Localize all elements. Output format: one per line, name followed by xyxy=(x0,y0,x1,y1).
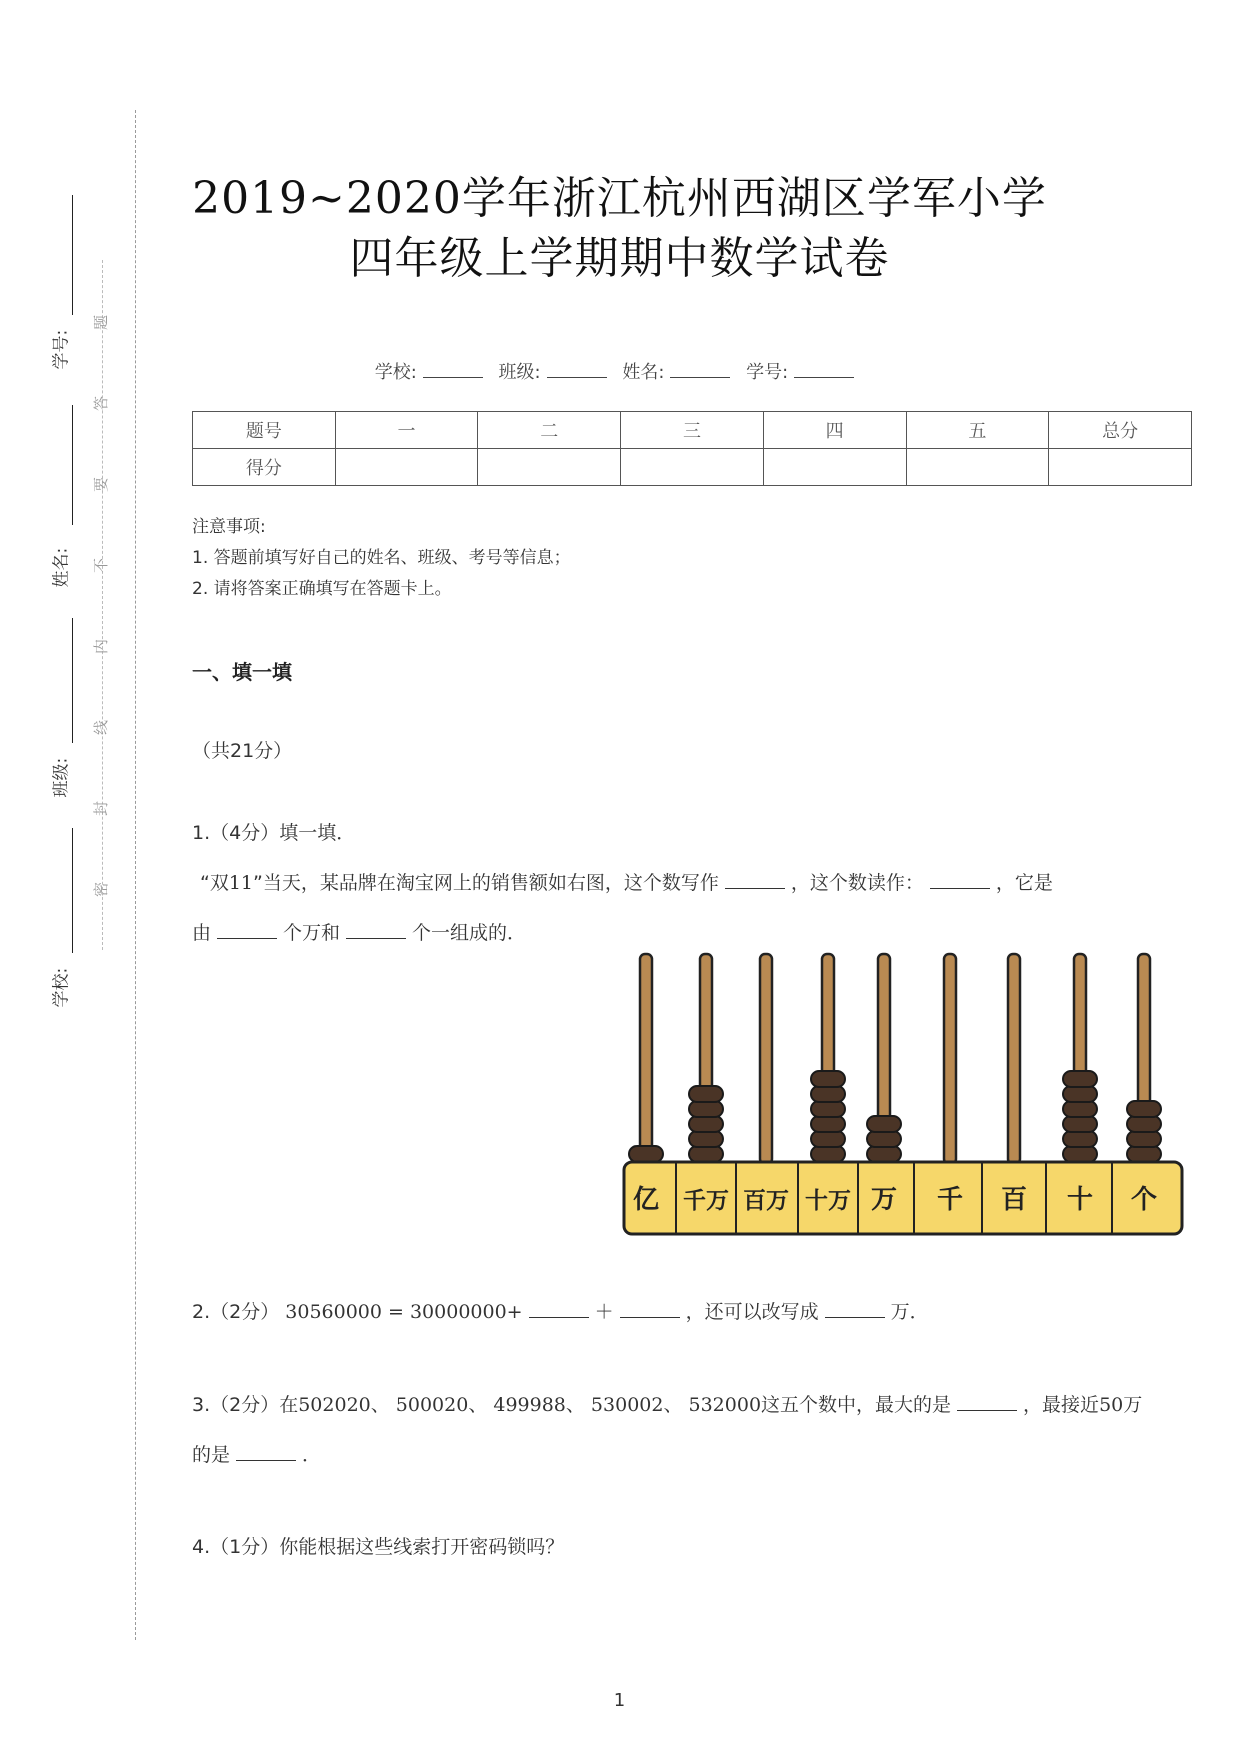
answer-blank[interactable] xyxy=(529,1317,589,1318)
abacus-bead xyxy=(811,1131,845,1147)
name-blank[interactable] xyxy=(670,377,730,378)
notes-item: 1. 答题前填写好自己的姓名、班级、考号等信息； xyxy=(192,548,571,568)
score-cell[interactable] xyxy=(335,449,478,486)
abacus-bead xyxy=(867,1146,901,1162)
score-cell[interactable] xyxy=(906,449,1049,486)
school-write-line xyxy=(72,828,73,953)
abacus-bead xyxy=(811,1116,845,1132)
binding-dashed-line xyxy=(135,110,136,1640)
abacus-bead xyxy=(811,1071,845,1087)
score-cell[interactable] xyxy=(621,449,764,486)
answer-blank[interactable] xyxy=(236,1460,296,1461)
q3-text: ，最接近 xyxy=(1023,1394,1100,1416)
abacus-place-label: 百 xyxy=(1000,1185,1028,1215)
id-blank[interactable] xyxy=(794,377,854,378)
seal-char: 要 xyxy=(92,476,111,493)
abacus-bead xyxy=(867,1116,901,1132)
q3-text: 的是 xyxy=(192,1444,231,1466)
q3-number: 50 xyxy=(1099,1394,1124,1416)
table-header-cell: 一 xyxy=(335,412,478,449)
answer-blank[interactable] xyxy=(825,1317,885,1318)
abacus-bead xyxy=(811,1146,845,1162)
notes-heading: 注意事项: xyxy=(192,517,266,537)
score-table-header-row xyxy=(193,412,1192,449)
abacus-place-label: 个 xyxy=(1130,1185,1158,1215)
page-number: 1 xyxy=(613,1690,626,1711)
name-label: 姓名: xyxy=(622,362,665,383)
abacus-bead xyxy=(811,1101,845,1117)
exam-title-line2: 四年级上学期期中数学试卷 xyxy=(349,233,890,284)
question-3-line1 xyxy=(192,1390,1142,1417)
abacus-bead xyxy=(689,1086,723,1102)
class-label: 班级: xyxy=(498,362,541,383)
q1-text: ”当天，某品牌在淘宝网上的销售额如右图，这个数写作 xyxy=(253,872,719,894)
question-2 xyxy=(192,1297,929,1324)
abacus-bead xyxy=(629,1146,663,1162)
answer-blank[interactable] xyxy=(957,1410,1017,1411)
school-label: 学校: xyxy=(374,362,417,383)
student-info-line xyxy=(0,358,1239,384)
q1-text: “双 xyxy=(200,872,229,894)
q2-plus: ＋ xyxy=(594,1301,614,1323)
class-write-line xyxy=(72,618,73,743)
margin-school-label: 学校: xyxy=(51,967,72,1008)
seal-char: 密 xyxy=(92,881,111,898)
abacus-bead xyxy=(1063,1101,1097,1117)
abacus-bead xyxy=(1127,1116,1161,1132)
abacus-bead xyxy=(689,1116,723,1132)
q1-text: ，它是 xyxy=(995,872,1053,894)
q3-text: 万 xyxy=(1123,1394,1143,1416)
abacus-bead xyxy=(1127,1146,1161,1162)
question-3-line2 xyxy=(192,1440,321,1467)
q3-text: 这五个数中，最大的是 xyxy=(761,1394,952,1416)
abacus-place-label: 万 xyxy=(870,1185,898,1215)
abacus-bead xyxy=(1127,1131,1161,1147)
seal-char: 题 xyxy=(92,314,111,331)
abacus-place-label: 千 xyxy=(936,1185,964,1215)
section-subtitle: （共21分） xyxy=(192,740,293,762)
q3-text: ． xyxy=(302,1444,322,1466)
question-1-head: 1.（4分）填一填． xyxy=(192,822,356,844)
q2-head: 2.（2分） xyxy=(192,1301,280,1323)
score-table-score-row xyxy=(193,449,1192,486)
table-header-cell: 题号 xyxy=(193,412,336,449)
seal-char: 封 xyxy=(92,800,111,817)
table-header-cell: 二 xyxy=(478,412,621,449)
abacus-rod xyxy=(1008,954,1020,1164)
score-cell[interactable] xyxy=(763,449,906,486)
q1-text: 个一组成的． xyxy=(412,922,527,944)
abacus-bead xyxy=(689,1131,723,1147)
margin-id-label: 学号: xyxy=(51,329,72,370)
abacus-bead xyxy=(689,1146,723,1162)
abacus-rod xyxy=(640,954,652,1164)
abacus-rod xyxy=(760,954,772,1164)
section-title: 一、填一填 xyxy=(192,660,292,684)
seal-char: 内 xyxy=(92,638,111,655)
abacus-place-label: 亿 xyxy=(632,1185,660,1215)
abacus-place-label: 千万 xyxy=(683,1188,729,1214)
abacus-bead xyxy=(1063,1146,1097,1162)
question-4: 4.（1分）你能根据这些线索打开密码锁吗？ xyxy=(192,1536,565,1558)
abacus-bead xyxy=(1063,1086,1097,1102)
abacus-bead xyxy=(1063,1131,1097,1147)
answer-blank[interactable] xyxy=(346,938,406,939)
name-write-line xyxy=(72,405,73,525)
seal-char: 答 xyxy=(92,395,111,412)
abacus-bead xyxy=(1127,1101,1161,1117)
margin-class-label: 班级: xyxy=(51,757,72,798)
table-header-cell: 四 xyxy=(763,412,906,449)
answer-blank[interactable] xyxy=(620,1317,680,1318)
exam-title-line1: 2019~2020学年浙江杭州西湖区学军小学 xyxy=(192,173,1047,224)
abacus-rods xyxy=(629,954,1161,1164)
abacus-rod xyxy=(944,954,956,1164)
table-header-cell: 三 xyxy=(621,412,764,449)
answer-blank[interactable] xyxy=(725,888,785,889)
answer-blank[interactable] xyxy=(217,938,277,939)
q1-text: 个万和 xyxy=(283,922,341,944)
q1-number: 11 xyxy=(228,872,254,894)
abacus-bead xyxy=(867,1131,901,1147)
question-1-line2 xyxy=(192,918,526,945)
abacus-bead xyxy=(811,1086,845,1102)
q2-expression: 30560000 = 30000000+ xyxy=(285,1301,523,1323)
abacus-illustration xyxy=(618,950,1188,1240)
answer-blank[interactable] xyxy=(930,888,990,889)
q1-text: 由 xyxy=(192,922,212,944)
class-blank[interactable] xyxy=(547,377,607,378)
abacus-bead xyxy=(1063,1116,1097,1132)
question-1-line1 xyxy=(200,868,1053,895)
notes-item: 2. 请将答案正确填写在答题卡上。 xyxy=(192,579,452,599)
abacus-bead xyxy=(1063,1071,1097,1087)
abacus-place-label: 十 xyxy=(1066,1185,1094,1215)
score-cell[interactable] xyxy=(1049,449,1192,486)
q2-text: 万． xyxy=(890,1301,929,1323)
abacus-place-label: 百万 xyxy=(743,1188,789,1214)
score-cell[interactable] xyxy=(478,449,621,486)
abacus-place-label: 十万 xyxy=(805,1188,851,1214)
seal-char: 线 xyxy=(92,719,111,736)
school-blank[interactable] xyxy=(423,377,483,378)
q3-numbers: 502020、 500020、 499988、 530002、 532000 xyxy=(298,1394,762,1416)
score-table xyxy=(192,411,1192,486)
margin-name-label: 姓名: xyxy=(51,547,72,588)
score-row-label: 得分 xyxy=(193,449,336,486)
q3-head: 3.（2分）在 xyxy=(192,1394,299,1416)
table-header-cell: 总分 xyxy=(1049,412,1192,449)
q1-text: ，这个数读作： xyxy=(790,872,924,894)
seal-char: 不 xyxy=(92,557,111,574)
id-label: 学号: xyxy=(746,362,789,383)
table-header-cell: 五 xyxy=(906,412,1049,449)
q2-text: ，还可以改写成 xyxy=(685,1301,819,1323)
abacus-bead xyxy=(689,1101,723,1117)
